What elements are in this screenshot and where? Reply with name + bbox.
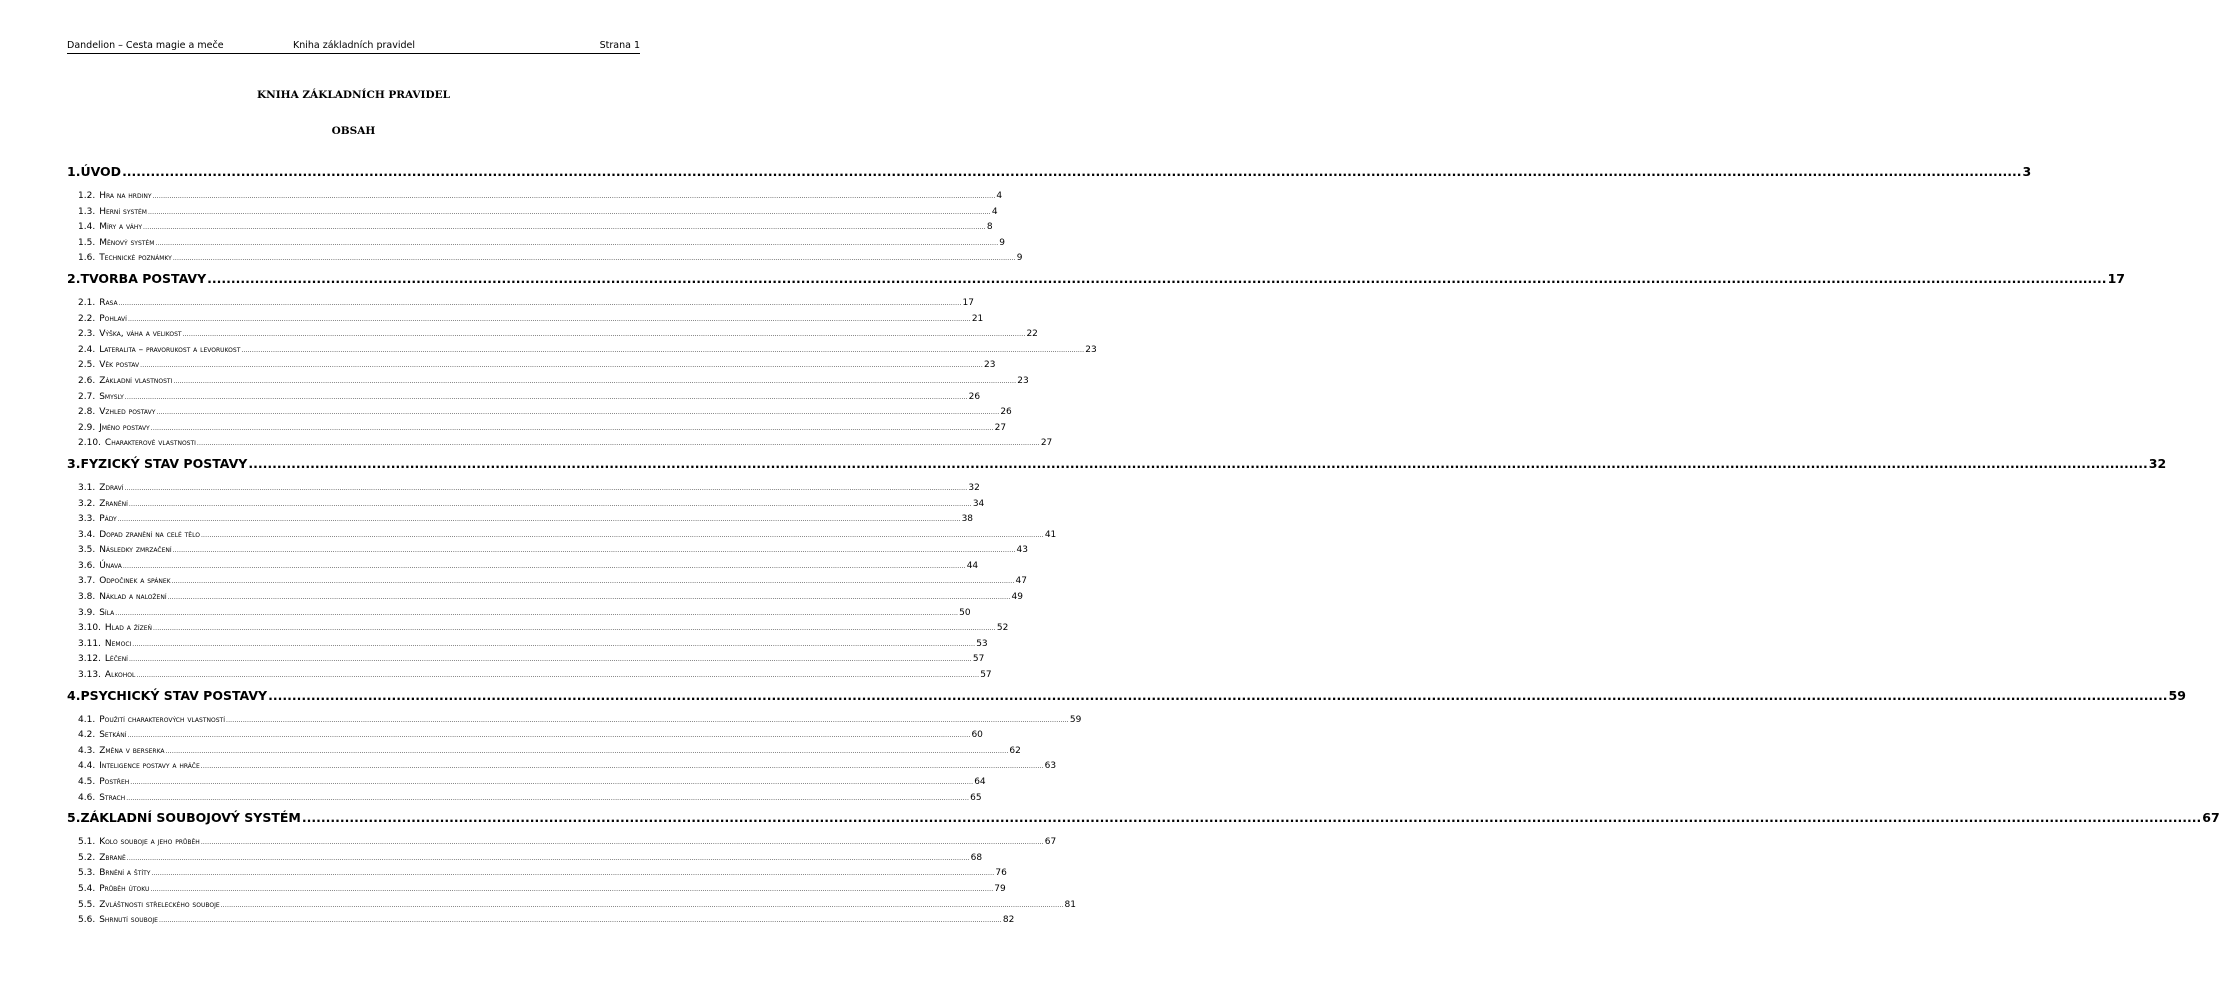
- toc-entry-page: 26: [1000, 407, 1012, 418]
- toc-entry-title: Nemoci: [104, 638, 132, 649]
- toc-entry-number: 3.13.: [78, 670, 101, 681]
- toc-dot-leader: ................................................................................................................................................................................................................................................................................................................................................................................................................: [130, 779, 974, 786]
- toc-entry-page: 57: [980, 670, 992, 681]
- toc-entry-number: 3.1.: [78, 482, 96, 493]
- toc-dot-leader: ................................................................................................................................................................................................................................................................................................................................................................................................................: [200, 839, 1044, 847]
- toc-entry-row[interactable]: [67, 882, 1006, 898]
- toc-dot-leader: ................................................................................................................................................................................................................................................................................................................................................................................................................: [126, 794, 970, 802]
- toc-entry-number: 5.6.: [78, 915, 96, 926]
- toc-dot-leader: ................................................................................................................................................................................................................................................................................................................................................................................................................: [158, 917, 1002, 925]
- toc-entry-number: 1.2.: [78, 191, 96, 201]
- toc-dot-leader: ................................................................................................................................................................................................................................................................................................................................................................................................................: [136, 672, 980, 680]
- toc-chapter-row[interactable]: [67, 160, 2032, 184]
- toc-entry-title: Smysly: [99, 391, 124, 402]
- toc-entry-row[interactable]: [67, 374, 1029, 390]
- toc-entry-title: Změna v berserka: [99, 745, 165, 756]
- toc-entry-row[interactable]: [67, 236, 1006, 252]
- toc-dot-leader: ................................................................................................................................................................................................................................................................................................................................................................................................................: [122, 164, 2022, 179]
- toc-entry-number: 3.11.: [78, 638, 101, 649]
- toc-entry-number: 3.5.: [78, 545, 96, 556]
- toc-entry-row[interactable]: [67, 668, 992, 684]
- toc-entry-row[interactable]: [67, 574, 1027, 590]
- toc-entry-title: Základní vlastnosti: [99, 375, 173, 386]
- toc-entry-page: 32: [968, 482, 980, 493]
- toc-entry-row[interactable]: [67, 606, 971, 622]
- toc-entry-page: 57: [972, 654, 985, 665]
- toc-entry-page: 60: [971, 730, 983, 741]
- toc-entry-title: Použití charakterových vlastností: [99, 714, 225, 725]
- toc-entry-number: 3.6.: [78, 560, 96, 571]
- toc-entry-number: 3.4.: [78, 529, 96, 540]
- toc-entry-row[interactable]: [67, 497, 985, 513]
- toc-entry-number: 1.5.: [78, 237, 96, 248]
- toc-entry-title: Věk postav: [99, 360, 140, 371]
- toc-entry-row[interactable]: [67, 481, 980, 497]
- toc-entry-title: Následky zmrzačení: [99, 545, 172, 556]
- toc-entry-page: 67: [1044, 837, 1057, 848]
- toc-entry-row[interactable]: [67, 312, 984, 328]
- toc-dot-leader: ................................................................................................................................................................................................................................................................................................................................................................................................................: [182, 331, 1026, 339]
- toc-entry-page: 34: [972, 498, 985, 509]
- toc-chapter-title: ÚVOD: [80, 164, 122, 179]
- toc-entry-title: Náklad a naložení: [99, 592, 167, 603]
- toc-entry-page: 22: [1026, 329, 1038, 340]
- header-page-number: Strana 1: [599, 40, 640, 51]
- toc-entry-page: 4: [996, 191, 1003, 201]
- toc-entry-title: Dopad zranění na celé tělo: [99, 529, 200, 540]
- toc-entry-page: 9: [999, 237, 1006, 248]
- toc-dot-leader: ................................................................................................................................................................................................................................................................................................................................................................................................................: [268, 687, 2168, 703]
- toc-entry-page: 27: [1040, 438, 1053, 449]
- toc-chapter-row[interactable]: [67, 267, 2125, 291]
- toc-entry-page: 41: [1044, 529, 1057, 540]
- toc-entry-row[interactable]: [67, 898, 1076, 914]
- toc-entry-number: 3.10.: [78, 623, 101, 634]
- toc-dot-leader: ................................................................................................................................................................................................................................................................................................................................................................................................................: [196, 440, 1040, 448]
- toc-entry-page: 8: [986, 222, 993, 233]
- toc-entry-page: 23: [1085, 344, 1097, 355]
- toc-entry-number: 1.4.: [78, 222, 96, 233]
- toc-dot-leader: ................................................................................................................................................................................................................................................................................................................................................................................................................: [301, 810, 2202, 826]
- toc-chapter-row[interactable]: [67, 452, 2167, 476]
- toc-dot-leader: ................................................................................................................................................................................................................................................................................................................................................................................................................: [207, 270, 2107, 286]
- toc-entry-row[interactable]: [67, 189, 1003, 205]
- toc-entry-number: 3.12.: [78, 654, 101, 665]
- toc-entry-row[interactable]: [67, 543, 1028, 559]
- toc-dot-leader: ................................................................................................................................................................................................................................................................................................................................................................................................................: [124, 393, 968, 401]
- toc-entry-title: Setkání: [99, 730, 127, 741]
- toc-entry-page: 43: [1016, 545, 1028, 556]
- toc-entry-number: 2.10.: [78, 438, 101, 449]
- toc-chapter-page: 32: [2148, 455, 2167, 471]
- toc-entry-title: Vzhled postavy: [99, 407, 156, 418]
- toc-entry-number: 4.1.: [78, 714, 96, 725]
- toc-dot-leader: ................................................................................................................................................................................................................................................................................................................................................................................................................: [167, 594, 1011, 602]
- toc-chapter-number: 1.: [67, 164, 81, 179]
- toc-entry-number: 3.3.: [78, 514, 96, 525]
- toc-dot-leader: ................................................................................................................................................................................................................................................................................................................................................................................................................: [127, 315, 971, 323]
- toc-entry-row[interactable]: [67, 835, 1057, 851]
- toc-entry-title: Rasa: [99, 297, 118, 308]
- toc-entry-number: 2.2.: [78, 313, 96, 324]
- toc-entry-page: 9: [1016, 253, 1023, 264]
- toc-entry-number: 2.8.: [78, 407, 96, 418]
- toc-entry-row[interactable]: [67, 220, 993, 236]
- toc-entry-page: 44: [966, 560, 979, 571]
- toc-entry-row[interactable]: [67, 913, 1015, 929]
- toc-entry-row[interactable]: [67, 866, 1007, 882]
- toc-entry-title: Postřeh: [99, 777, 130, 787]
- toc-entry-title: Jméno postavy: [99, 422, 150, 433]
- toc-entry-title: Únava: [99, 560, 122, 571]
- toc-chapter-row[interactable]: [67, 806, 2220, 830]
- toc-entry-title: Průběh útoku: [99, 883, 150, 894]
- toc-entry-number: 2.7.: [78, 391, 96, 402]
- toc-entry-title: Brnění a štíty: [99, 868, 151, 879]
- toc-entry-page: 81: [1064, 899, 1076, 910]
- toc-entry-page: 82: [1002, 915, 1015, 926]
- toc-entry-row[interactable]: [67, 512, 974, 528]
- toc-entry-number: 1.6.: [78, 253, 96, 264]
- toc-entry-row[interactable]: [67, 343, 1097, 359]
- toc-entry-title: Alkohol: [104, 670, 136, 681]
- toc-entry-row[interactable]: [67, 390, 981, 406]
- toc-dot-leader: ................................................................................................................................................................................................................................................................................................................................................................................................................: [126, 854, 970, 862]
- toc-entry-page: 59: [1069, 714, 1082, 725]
- toc-chapter-number: 4.: [67, 687, 81, 703]
- toc-entry-number: 5.5.: [78, 899, 96, 910]
- toc-entry-row[interactable]: [67, 728, 983, 744]
- toc-dot-leader: ................................................................................................................................................................................................................................................................................................................................................................................................................: [172, 255, 1016, 263]
- toc-dot-leader: ................................................................................................................................................................................................................................................................................................................................................................................................................: [152, 193, 996, 200]
- toc-entry-title: Míry a váhy: [99, 222, 143, 233]
- toc-dot-leader: ................................................................................................................................................................................................................................................................................................................................................................................................................: [117, 516, 961, 524]
- toc-entry-page: 65: [970, 792, 982, 803]
- toc-entry-page: 21: [971, 313, 984, 324]
- toc-chapter-title: ZÁKLADNÍ SOUBOJOVÝ SYSTÉM: [80, 810, 301, 826]
- toc-entry-number: 3.2.: [78, 498, 96, 509]
- toc-entry-page: 27: [994, 422, 1007, 433]
- toc-dot-leader: ................................................................................................................................................................................................................................................................................................................................................................................................................: [248, 455, 2148, 471]
- toc-entry-row[interactable]: [67, 405, 1012, 421]
- toc-dot-leader: ................................................................................................................................................................................................................................................................................................................................................................................................................: [173, 377, 1017, 385]
- toc-entry-page: 4: [991, 206, 998, 217]
- toc-dot-leader: ................................................................................................................................................................................................................................................................................................................................................................................................................: [225, 716, 1069, 724]
- toc-dot-leader: ................................................................................................................................................................................................................................................................................................................................................................................................................: [155, 239, 999, 247]
- toc-chapter-page: 17: [2107, 270, 2125, 286]
- toc-entry-title: Technické poznámky: [99, 253, 172, 264]
- page-header: [67, 40, 640, 54]
- header-section-title: Kniha základních pravidel: [293, 40, 416, 51]
- toc-entry-number: 4.6.: [78, 792, 96, 803]
- toc-entry-page: 79: [994, 883, 1006, 894]
- toc-entry-number: 4.3.: [78, 745, 96, 756]
- toc-dot-leader: ................................................................................................................................................................................................................................................................................................................................................................................................................: [124, 484, 968, 492]
- toc-entry-row[interactable]: [67, 590, 1023, 606]
- toc-entry-row[interactable]: [67, 621, 1009, 637]
- toc-entry-title: Charakterové vlastnosti: [104, 438, 196, 449]
- header-book-title: Dandelion – Cesta magie a meče: [67, 40, 224, 51]
- toc-chapter-page: 67: [2202, 810, 2220, 826]
- toc-entry-row[interactable]: [67, 652, 985, 668]
- toc-entry-row[interactable]: [67, 759, 1057, 775]
- toc-entry-title: Hra na hrdiny: [99, 191, 152, 201]
- toc-entry-number: 5.2.: [78, 852, 96, 863]
- toc-entry-row[interactable]: [67, 358, 996, 374]
- toc-dot-leader: ................................................................................................................................................................................................................................................................................................................................................................................................................: [147, 208, 991, 216]
- toc-entry-row[interactable]: [67, 559, 979, 575]
- toc-entry-page: 50: [959, 607, 971, 618]
- toc-dot-leader: ................................................................................................................................................................................................................................................................................................................................................................................................................: [165, 747, 1009, 755]
- toc-entry-row[interactable]: [67, 775, 986, 791]
- toc-entry-number: 2.5.: [78, 360, 96, 371]
- toc-dot-leader: ................................................................................................................................................................................................................................................................................................................................................................................................................: [171, 578, 1015, 586]
- toc-entry-page: 23: [984, 360, 996, 371]
- toc-dot-leader: ................................................................................................................................................................................................................................................................................................................................................................................................................: [151, 870, 995, 878]
- toc-dot-leader: ................................................................................................................................................................................................................................................................................................................................................................................................................: [132, 640, 976, 648]
- toc-chapter-title: PSYCHICKÝ STAV POSTAVY: [80, 687, 268, 703]
- toc-entry-number: 1.3.: [78, 206, 96, 217]
- toc-entry-page: 52: [996, 623, 1009, 634]
- toc-entry-page: 62: [1009, 745, 1021, 756]
- toc-entry-title: Hlad a žízeň: [104, 623, 152, 634]
- toc-entry-row[interactable]: [67, 251, 1023, 267]
- toc-entry-row[interactable]: [67, 436, 1053, 452]
- toc-entry-number: 2.1.: [78, 297, 96, 308]
- toc-entry-title: Zvláštnosti střeleckého souboje: [99, 899, 220, 910]
- toc-entry-page: 26: [968, 391, 981, 402]
- toc-dot-leader: ................................................................................................................................................................................................................................................................................................................................................................................................................: [143, 224, 986, 232]
- toc-dot-leader: ................................................................................................................................................................................................................................................................................................................................................................................................................: [115, 609, 959, 617]
- toc-dot-leader: ................................................................................................................................................................................................................................................................................................................................................................................................................: [200, 531, 1044, 539]
- toc-entry-title: Výška, váha a velikost: [99, 329, 182, 340]
- toc-chapter-title: TVORBA POSTAVY: [80, 270, 207, 286]
- toc-dot-leader: ................................................................................................................................................................................................................................................................................................................................................................................................................: [152, 625, 996, 633]
- toc-chapter-page: 59: [2168, 687, 2186, 703]
- toc-entry-page: 63: [1044, 761, 1057, 772]
- toc-entry-page: 68: [970, 852, 983, 863]
- toc-entry-number: 4.2.: [78, 730, 96, 741]
- toc-entry-row[interactable]: [67, 421, 1007, 437]
- toc-entry-row[interactable]: [67, 744, 1021, 760]
- toc-entry-title: Pády: [99, 514, 117, 525]
- toc-entry-number: 5.1.: [78, 837, 96, 848]
- toc-chapter-number: 2.: [67, 270, 81, 286]
- toc-chapter-number: 5.: [67, 810, 81, 826]
- toc-entry-page: 64: [974, 777, 986, 787]
- toc-dot-leader: ................................................................................................................................................................................................................................................................................................................................................................................................................: [172, 547, 1016, 555]
- toc-dot-leader: ................................................................................................................................................................................................................................................................................................................................................................................................................: [150, 424, 994, 432]
- toc-entry-title: Pohlaví: [99, 313, 127, 324]
- toc-dot-leader: ................................................................................................................................................................................................................................................................................................................................................................................................................: [241, 346, 1085, 354]
- toc-entry-number: 4.5.: [78, 777, 96, 787]
- toc-entry-title: Zbraně: [99, 852, 126, 863]
- toc-entry-row[interactable]: [67, 296, 974, 312]
- toc-entry-row[interactable]: [67, 205, 998, 221]
- toc-entry-title: Zdraví: [99, 482, 124, 493]
- toc-dot-leader: ................................................................................................................................................................................................................................................................................................................................................................................................................: [140, 362, 983, 370]
- toc-entry-title: Shrnutí souboje: [99, 915, 158, 926]
- toc-entry-page: 38: [961, 514, 974, 525]
- toc-entry-row[interactable]: [67, 637, 988, 653]
- toc-entry-page: 49: [1011, 592, 1023, 603]
- toc-entry-row[interactable]: [67, 327, 1038, 343]
- toc-entry-title: Herní systém: [99, 206, 147, 217]
- toc-entry-title: Kolo souboje a jeho průběh: [99, 837, 200, 848]
- toc-dot-leader: ................................................................................................................................................................................................................................................................................................................................................................................................................: [200, 763, 1044, 771]
- toc-dot-leader: ................................................................................................................................................................................................................................................................................................................................................................................................................: [156, 409, 1000, 417]
- toc-entry-page: 23: [1017, 375, 1029, 386]
- toc-dot-leader: ................................................................................................................................................................................................................................................................................................................................................................................................................: [128, 500, 972, 508]
- toc-chapter-row[interactable]: [67, 684, 2186, 708]
- toc-entry-number: 2.4.: [78, 344, 96, 355]
- toc-dot-leader: ................................................................................................................................................................................................................................................................................................................................................................................................................: [150, 885, 994, 893]
- toc-entry-page: 53: [976, 638, 988, 649]
- toc-entry-title: Lateralita – pravorukost a levorukost: [99, 344, 241, 355]
- toc-entry-title: Odpočinek a spánek: [99, 576, 171, 587]
- toc-heading: OBSAH: [331, 125, 376, 137]
- toc-chapter-page: 3: [2022, 164, 2032, 179]
- toc-entry-number: 5.4.: [78, 883, 96, 894]
- toc-entry-title: Léčení: [104, 654, 128, 665]
- toc-chapter-title: FYZICKÝ STAV POSTAVY: [80, 455, 248, 471]
- toc-entry-title: Strach: [99, 792, 126, 803]
- toc-entry-row[interactable]: [67, 791, 982, 807]
- toc-entry-page: 76: [995, 868, 1007, 879]
- toc-entry-number: 4.4.: [78, 761, 96, 772]
- toc-entry-number: 3.9.: [78, 607, 96, 618]
- toc-entry-page: 47: [1015, 576, 1027, 587]
- toc-entry-row[interactable]: [67, 851, 983, 867]
- toc-entry-number: 2.9.: [78, 422, 96, 433]
- toc-dot-leader: ................................................................................................................................................................................................................................................................................................................................................................................................................: [127, 732, 971, 740]
- toc-entry-row[interactable]: [67, 528, 1057, 544]
- toc-entry-number: 3.7.: [78, 576, 96, 587]
- toc-entry-number: 5.3.: [78, 868, 96, 879]
- toc-entry-page: 17: [962, 297, 974, 308]
- toc-entry-number: 3.8.: [78, 592, 96, 603]
- toc-entry-title: Měnový systém: [99, 237, 155, 248]
- toc-entry-title: Zranění: [99, 498, 128, 509]
- toc-entry-number: 2.6.: [78, 375, 96, 386]
- toc-chapter-number: 3.: [67, 455, 81, 471]
- toc-entry-title: Inteligence postavy a hráče: [99, 761, 200, 772]
- table-of-contents: [67, 160, 2220, 929]
- toc-dot-leader: ................................................................................................................................................................................................................................................................................................................................................................................................................: [122, 562, 966, 570]
- toc-dot-leader: ................................................................................................................................................................................................................................................................................................................................................................................................................: [128, 656, 972, 664]
- toc-entry-number: 2.3.: [78, 329, 96, 340]
- toc-entry-row[interactable]: [67, 713, 1082, 729]
- toc-dot-leader: ................................................................................................................................................................................................................................................................................................................................................................................................................: [220, 901, 1064, 909]
- document-title: KNIHA ZÁKLADNÍCH PRAVIDEL: [257, 89, 450, 101]
- toc-entry-title: Síla: [99, 607, 115, 618]
- toc-dot-leader: ................................................................................................................................................................................................................................................................................................................................................................................................................: [118, 299, 962, 307]
